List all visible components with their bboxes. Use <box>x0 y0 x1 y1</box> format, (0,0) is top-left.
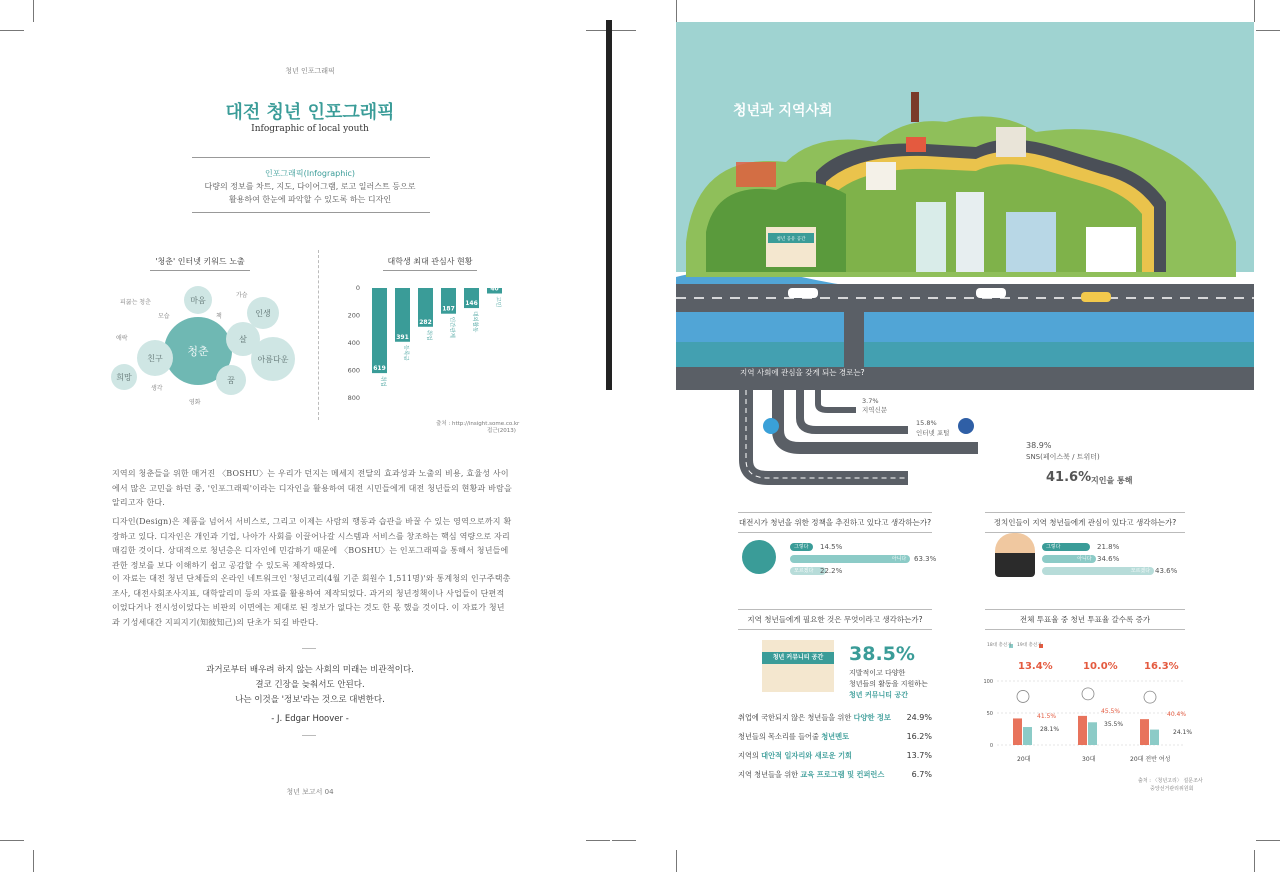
policy-question: 대전시가 청년을 위한 정책을 추진하고 있다고 생각하는가? <box>738 512 932 533</box>
policy-no-pct: 63.3% <box>914 555 937 563</box>
group-label: 20대 전반 여성 <box>1130 756 1171 763</box>
keyword-bubble: 살 <box>226 322 260 356</box>
vote-18-pct: 28.1% <box>1040 726 1060 733</box>
increase-label: 13.4% <box>1018 661 1053 672</box>
keyword-text: 영화 <box>189 399 201 406</box>
vote-18-pct: 35.5% <box>1104 721 1124 728</box>
vote-18-pct: 24.1% <box>1173 729 1193 736</box>
needs-item: 지역의 대안적 일자리와 새로운 기회 13.7% <box>738 751 932 760</box>
needs-big-pct: 38.5% <box>849 643 915 665</box>
quote-mark <box>302 648 316 649</box>
definition-text: 다량의 정보를 차트, 지도, 다이어그램, 로고 일러스트 등으로 <box>204 182 416 191</box>
crop-mark <box>0 840 24 841</box>
politic-no-pct: 34.6% <box>1097 555 1120 563</box>
bar-value-label: 40 <box>490 285 499 293</box>
needs-item-value: 24.9% <box>906 713 932 722</box>
bar-category-label: 취업 <box>425 329 432 341</box>
quote-line: 과거로부터 배우려 하지 않는 사회의 미래는 비관적이다. <box>206 665 414 675</box>
person-icon <box>1017 690 1029 702</box>
body-paragraph: 이 자료는 대전 청년 단체들의 온라인 네트워크인 '청년고리(4월 기준 회원수 1,511명)'와 통계청의 인구주택총조사, 대전사회조사지표, 대학알리미 등의 자료를 활용하여 제작되었다. 과거의 청년정책이나 사업들이 단편적이었다거나 전시성이었다는 비판의 이면에는 제대로 된 정보가 없다는 것도 한 몫 했을 것이다. 이 자료가 청년과 기성세대간 지피지기(知彼知己)의 단초가 되길 바란다. <box>112 574 511 627</box>
group-label: 20대 <box>1017 756 1031 763</box>
vote-19-bar <box>1140 719 1149 745</box>
increase-label: 10.0% <box>1083 661 1118 672</box>
route-roads <box>738 390 1038 490</box>
crop-mark <box>0 30 24 31</box>
keyword-text: 생각 <box>151 385 163 392</box>
page-title: 대전 청년 인포그래픽 <box>225 102 395 123</box>
keyword-bubble: 인생 <box>247 297 279 329</box>
y-tick-label: 800 <box>347 394 360 402</box>
vote-19-pct: 40.4% <box>1167 711 1187 718</box>
y-tick-label: 400 <box>347 339 360 347</box>
politician-icon <box>995 533 1035 577</box>
crop-mark <box>676 850 677 872</box>
policy-unknown-bar: 모르겠다 <box>790 567 826 575</box>
source-text: 출처 : 〈청년고리〉 설문조사 <box>1138 778 1203 784</box>
policy-yes-pct: 14.5% <box>820 543 843 551</box>
divider <box>192 212 430 213</box>
needs-item: 지역 청년들을 위한 교육 프로그램 및 컨퍼런스 6.7% <box>738 770 932 779</box>
needs-desc: 청년들의 활동을 지원하는 <box>849 680 928 688</box>
route-pct-highlight: 41.6% <box>1046 470 1092 485</box>
crop-mark <box>1256 30 1280 31</box>
facebook-icon <box>958 418 974 434</box>
y-tick-label: 200 <box>347 311 360 320</box>
politic-yes-pct: 21.8% <box>1097 543 1120 551</box>
city-scene-art <box>676 22 1254 390</box>
bar-category-label: 취업 <box>379 376 386 387</box>
quote-author: - J. Edgar Hoover - <box>271 714 349 724</box>
keyword-bubble: 친구 <box>137 340 173 376</box>
politician-question: 정치인들이 지역 청년들에게 관심이 있다고 생각하는가? <box>985 512 1185 533</box>
keyword-bubble: 청춘 <box>164 317 232 385</box>
legend-label: 19대 총선거 <box>1017 643 1042 648</box>
vote-18-bar <box>1023 727 1032 745</box>
route-pct: 3.7% <box>862 397 879 405</box>
quote-line: 나는 이것을 '정보'라는 것으로 대변한다. <box>235 695 385 705</box>
source-text: 접근(2013) <box>487 428 516 434</box>
crop-mark <box>1256 840 1280 841</box>
needs-desc: 지발적이고 다양한 <box>849 669 906 677</box>
person-icon <box>1144 691 1156 703</box>
keyword-text: 책 <box>216 313 222 320</box>
y-tick-label: 0 <box>989 743 993 749</box>
interest-bar <box>372 288 387 373</box>
y-tick-label: 600 <box>347 366 360 375</box>
vote-18-bar <box>1150 730 1159 745</box>
bar-category-label: 등록금 <box>402 344 409 361</box>
keyword-text: 모습 <box>158 313 170 320</box>
y-tick-label: 100 <box>983 679 993 685</box>
bar-category-label: 대외활동 <box>471 311 478 333</box>
group-label: 30대 <box>1082 756 1096 763</box>
interest-bar-chart <box>340 280 520 410</box>
needs-item-value: 6.7% <box>911 770 932 779</box>
crop-mark <box>612 840 636 841</box>
vote-question: 전체 투표율 중 청년 투표율 갈수록 증가 <box>985 609 1185 630</box>
bar-value-label: 391 <box>396 333 409 341</box>
policy-no-bar: 아니다 <box>790 555 910 563</box>
legend-label: 18대 총선거 <box>987 643 1012 648</box>
keyword-bubble: 아름다운 <box>251 337 295 381</box>
vertical-divider <box>318 250 319 420</box>
shared-space-sign: 청년 공유 공간 <box>776 237 806 242</box>
vote-19-pct: 45.5% <box>1101 708 1121 715</box>
vote-19-bar <box>1013 718 1022 745</box>
city-illustration <box>676 22 1254 390</box>
keyword-bubble: 꿈 <box>216 365 246 395</box>
needs-item: 취업에 국한되지 않은 청년들을 위한 다양한 정보 24.9% <box>738 713 932 722</box>
page-subtitle: Infographic of local youth <box>251 124 369 134</box>
politic-no-bar: 아니다 <box>1042 555 1096 563</box>
daejeon-emblem-icon <box>742 540 776 574</box>
keyword-text: 가슴 <box>236 292 248 299</box>
bar-category-label: 인간관계 <box>448 316 455 338</box>
policy-unknown-pct: 22.2% <box>820 567 843 575</box>
needs-item: 청년들의 목소리를 들어줄 청년멘토 16.2% <box>738 732 932 741</box>
crop-mark <box>586 840 610 841</box>
route-pct: 15.8% <box>916 419 937 427</box>
twitter-icon <box>763 418 779 434</box>
y-tick-label: 0 <box>355 284 360 292</box>
definition-text: 활용하여 한눈에 파악할 수 있도록 하는 디자인 <box>228 195 392 204</box>
crop-mark <box>1254 0 1255 22</box>
person-icon <box>1082 688 1094 700</box>
vote-19-bar <box>1078 716 1087 745</box>
vote-19-pct: 41.5% <box>1037 713 1057 720</box>
community-sign: 청년 커뮤니티 공간 <box>762 652 834 664</box>
politic-yes-bar: 그렇다 <box>1042 543 1090 551</box>
scene-title: 청년과 지역사회 <box>733 103 833 119</box>
route-label: 지인을 통해 <box>1091 476 1133 485</box>
keyword-bubble: 희망 <box>111 364 137 390</box>
increase-label: 16.3% <box>1144 661 1179 672</box>
body-paragraph: 지역의 청춘들을 위한 매거진 〈BOSHU〉는 우리가 던지는 메세지 전달의 효과성과 노출의 비용, 효율성 사이에서 많은 고민을 하던 중, '인포그래픽'이라는 디자인을 활용하여 대전 시민들에게 대전 청년들의 현황과 바람을 알리고자 한다. <box>112 469 512 507</box>
source-text: 중앙선거관리위원회 <box>1150 786 1194 792</box>
policy-yes-bar: 그렇다 <box>790 543 813 551</box>
interest-chart-title: 대학생 최대 관심사 현황 <box>383 256 477 271</box>
needs-question: 지역 청년들에게 필요한 것은 무엇이라고 생각하는가? <box>738 609 932 630</box>
keyword-text: 피끓는 청춘 <box>120 299 151 306</box>
politic-unknown-pct: 43.6% <box>1155 567 1178 575</box>
quote-mark <box>302 735 316 736</box>
keyword-text: 애락 <box>116 335 128 342</box>
crop-mark <box>612 30 636 31</box>
bar-value-label: 187 <box>442 305 455 313</box>
crop-mark <box>33 0 34 22</box>
needs-item-value: 13.7% <box>906 751 932 760</box>
community-building-icon <box>762 640 834 692</box>
running-header: 청년 인포그래픽 <box>285 67 335 75</box>
bar-category-label: 고민 <box>494 296 501 308</box>
route-label: 인터넷 포털 <box>916 429 950 437</box>
definition-title: 인포그래픽(Infographic) <box>264 169 356 178</box>
body-paragraph: 디자인(Design)은 제품을 넘어서 서비스로, 그리고 이제는 사람의 행동과 습관을 바꿀 수 있는 영역으로까지 확장하고 있다. 디자인은 개인과 기업, 나아가 사회를 이끌어나갈 시스템과 서비스를 창조하는 핵심 역량으로 자리매김한 것이다. 상대적으로 청년층은 디자인에 민감하기 때문에 〈BOSHU〉는 인포그래픽을 통해서 청년들에 관한 정보를 보다 이해하기 쉽고 공감할 수 있도록 제작하였다. <box>112 517 512 570</box>
needs-desc: 청년 커뮤니티 공간 <box>849 691 908 699</box>
crop-mark <box>676 0 677 22</box>
route-pct: 38.9% <box>1026 441 1052 450</box>
route-question: 지역 사회에 관심을 갖게 되는 경로는? <box>740 368 865 377</box>
page-footer: 청년 보고서 04 <box>286 788 334 796</box>
y-tick-label: 50 <box>986 711 993 717</box>
keyword-bubble: 마음 <box>184 286 212 314</box>
crop-mark <box>33 850 34 872</box>
needs-item-value: 16.2% <box>906 732 932 741</box>
bar-value-label: 146 <box>465 300 478 308</box>
route-label: SNS(페이스북 / 트위터) <box>1026 453 1100 461</box>
crop-mark <box>1254 850 1255 872</box>
vote-18-bar <box>1088 722 1097 745</box>
bar-value-label: 619 <box>373 365 386 373</box>
politic-unknown-bar: 모르겠다 <box>1042 567 1154 575</box>
source-text: 출처 : http://insight.some.co.kr <box>436 421 520 427</box>
bar-value-label: 282 <box>419 318 432 326</box>
route-label: 지역신문 <box>862 406 888 414</box>
keyword-chart-title: '청춘' 인터넷 키워드 노출 <box>150 256 250 271</box>
quote-line: 결코 긴장을 늦춰서도 안된다. <box>255 680 365 690</box>
divider <box>192 157 430 158</box>
